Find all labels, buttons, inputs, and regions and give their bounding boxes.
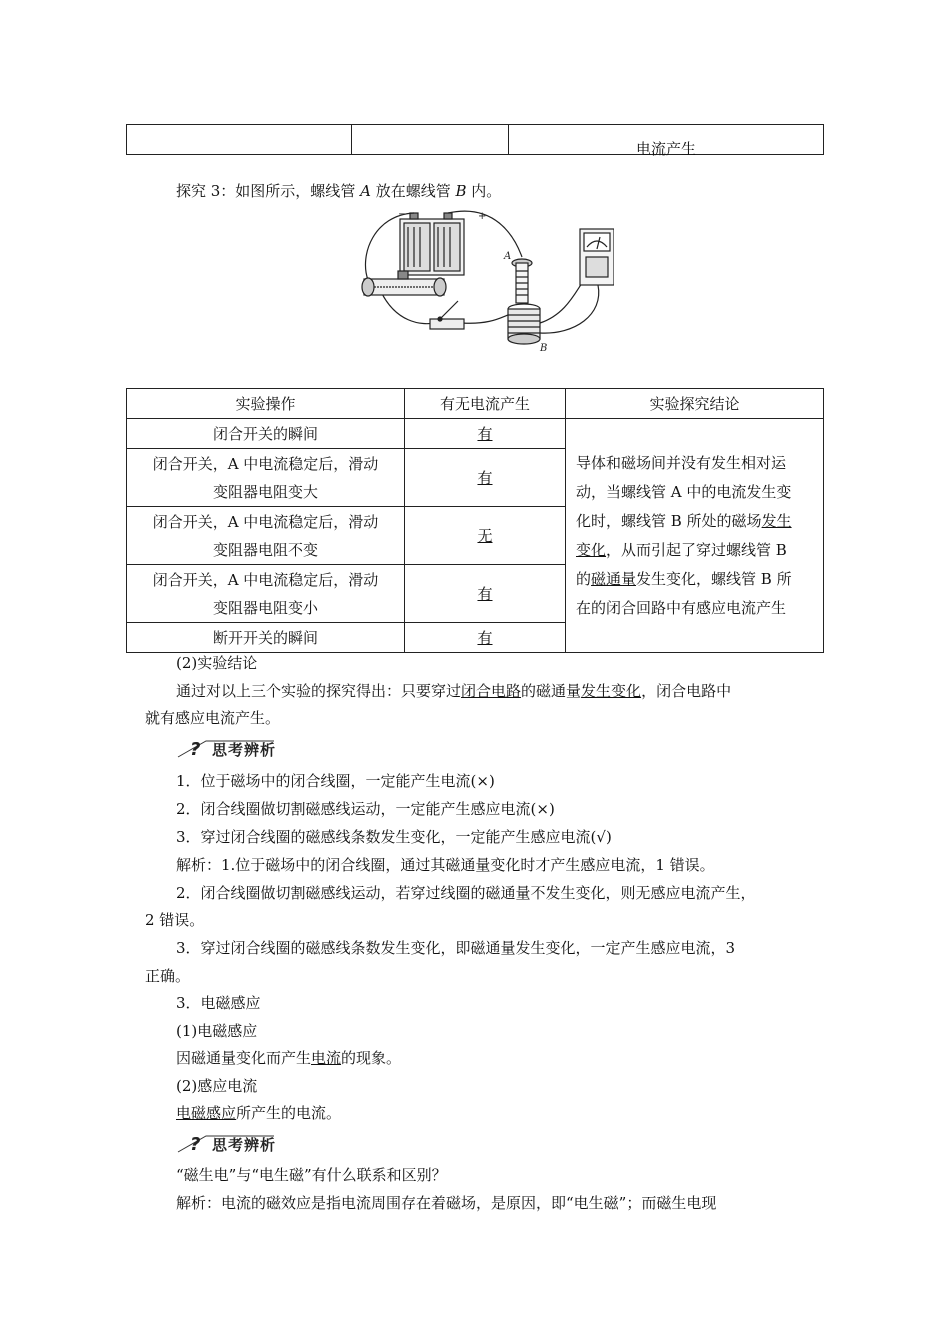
section-2-paragraph: 通过对以上三个实验的探究得出：只要穿过闭合电路的磁通量发生变化，闭合电路中 [176,682,732,700]
think1-answer-1: 解析：1.位于磁场中的闭合线圈，通过其磁通量变化时才产生感应电流，1 错误。 [176,856,715,874]
result-cell: 有 [405,419,566,449]
think1-answer-3-cont: 正确。 [145,967,191,985]
section-3-sub-2: (2)感应电流 [176,1077,258,1095]
header-operation: 实验操作 [127,389,405,419]
conclusion-cell: 导体和磁场间并没有发生相对运 动，当螺线管 A 中的电流发生变 化时，螺线管 B 所处的磁场发生 变化，从而引起了穿过螺线管 B 的磁通量发生变化，螺线管 B 所 在的闭合回路中有感应电流产生 [566,419,824,653]
section-3-sub-1-text: 因磁通量变化而产生电流的现象。 [176,1049,402,1067]
minus-label: − [398,209,407,220]
section-3-title: 3．电磁感应 [176,994,261,1012]
cell-text: 电流产生 [635,140,696,158]
table-header-row [127,389,824,419]
coil-b-icon [508,304,540,344]
op-cell: 闭合开关，A 中电流稳定后，滑动 变阻器电阻不变 [127,507,405,565]
think-badge: ? 思考辨析 [176,737,276,759]
table-cell [352,125,509,155]
think1-item-1: 1．位于磁场中的闭合线圈，一定能产生电流(×) [176,772,495,790]
table-cell [127,125,352,155]
circuit-diagram [354,205,614,355]
plus-label: + [478,211,487,222]
think2-answer: 解析：电流的磁效应是指电流周围存在着磁场，是原因，即“电生磁”；而磁生电现 [176,1194,717,1212]
section-2-title: (2)实验结论 [176,654,258,672]
think-badge: ? 思考辨析 [176,1132,276,1154]
result-cell: 有 [405,565,566,623]
think1-answer-2-cont: 2 错误。 [145,911,205,929]
result-cell: 无 [405,507,566,565]
switch-icon [430,301,464,329]
coil-a-icon [512,259,532,303]
op-cell: 断开开关的瞬间 [127,623,405,653]
explore3-intro: 探究 3：如图所示，螺线管 A 放在螺线管 B 内。 [176,182,502,200]
table-cell [509,125,824,158]
think1-item-3: 3．穿过闭合线圈的磁感线条数发生变化，一定能产生感应电流(√) [176,828,612,846]
header-current: 有无电流产生 [405,389,566,419]
result-cell: 有 [405,623,566,653]
section-3-sub-2-text: 电磁感应所产生的电流。 [176,1104,342,1122]
coil-b-label: B [540,343,548,354]
think1-item-2: 2．闭合线圈做切割磁感线运动，一定能产生感应电流(×) [176,800,555,818]
svg-text:?: ? [190,739,201,759]
op-cell: 闭合开关的瞬间 [127,419,405,449]
coil-a-label: A [504,251,512,262]
result-cell: 有 [405,449,566,507]
section-3-sub-1: (1)电磁感应 [176,1022,258,1040]
svg-text:?: ? [190,1134,201,1154]
op-cell: 闭合开关，A 中电流稳定后，滑动 变阻器电阻变大 [127,449,405,507]
continued-table-row [126,124,824,158]
table-row [127,419,824,449]
galvanometer-icon [580,229,614,285]
think1-answer-2: 2．闭合线圈做切割磁感线运动，若穿过线圈的磁通量不发生变化，则无感应电流产生， [176,884,756,902]
think2-question: “磁生电”与“电生磁”有什么联系和区别？ [176,1166,447,1184]
op-cell: 闭合开关，A 中电流稳定后，滑动 变阻器电阻变小 [127,565,405,623]
experiment-table [126,388,824,653]
section-2-paragraph-cont: 就有感应电流产生。 [145,709,281,727]
battery-icon [400,213,464,275]
header-conclusion: 实验探究结论 [566,389,824,419]
think1-answer-3: 3．穿过闭合线圈的磁感线条数发生变化，即磁通量发生变化，一定产生感应电流，3 [176,939,736,957]
